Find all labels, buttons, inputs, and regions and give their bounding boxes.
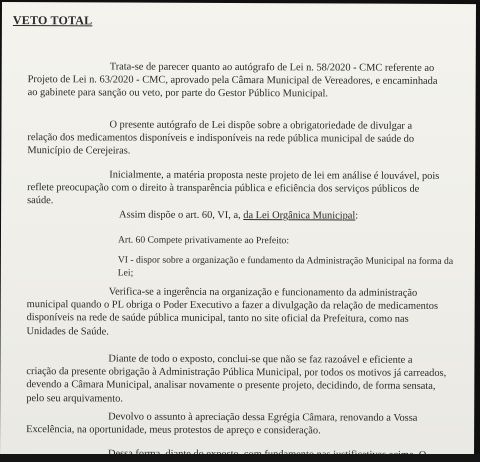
quote-article-60 — [118, 234, 468, 249]
paragraph-return — [26, 410, 466, 438]
text-line: criação da presente obrigação à Administração Pública Municipal, por todos os motivos já carreados, — [26, 366, 447, 380]
text-line: Verifica-se a ingerência na organização e funcionamento da administração — [108, 286, 418, 299]
document-title: VETO TOTAL — [12, 13, 93, 28]
text-line: reflete preocupação com o direito à transparência pública e eficiência dos serviços públicos de — [27, 182, 420, 196]
text-line: VI - dispor sobre a organização e fundamento da Administração Municipal na forma da — [117, 254, 454, 267]
text-line: disponíveis na rede de saúde pública municipal, tanto no site oficial da Prefeitura, como nas — [26, 312, 409, 326]
document-page — [0, 2, 476, 462]
paragraph-legal-basis — [119, 210, 358, 222]
article-caption: Art. 60 Compete privativamente ao Prefeito: — [117, 234, 290, 247]
text-line: Diante de todo o exposto, conclui-se que não se faz razoável e eficiente a — [108, 353, 413, 366]
text-line: Projeto de Lei n. 63/2020 - CMC, aprovado pela Câmara Municipal de Vereadores, e encaminhada — [27, 74, 438, 88]
text-line: ao gabinete para sanção ou veto, por parte do Gestor Público Municipal. — [27, 87, 328, 100]
text-line: Unidades de Saúde. — [26, 325, 109, 338]
legal-basis-law: da Lei Orgânica Municipal — [243, 210, 356, 222]
text-line: relação dos medicamentos disponíveis e indisponíveis na rede pública municipal de saúde do — [27, 132, 415, 146]
text-line: Lei; — [117, 267, 134, 279]
quote-inciso — [118, 254, 468, 282]
text-line: devendo a Câmara Municipal, analisar novamente o presente projeto, decidindo, de forma sensata, — [26, 379, 436, 393]
text-line: O presente autógrafo de Lei dispõe sobre a obrigatoriedade de divulgar a — [109, 119, 413, 132]
text-line: pelo seu arquivamento. — [26, 392, 123, 405]
text-line: Devolvo o assunto à apreciação dessa Egrégia Câmara, renovando a Vossa — [108, 411, 418, 424]
legal-basis-prefix: Assim dispõe o art. 60, VI, a, — [119, 209, 244, 222]
text-line: Excelência, na oportunidade, meus protestos de apreço e consideração. — [26, 424, 321, 437]
text-line: Município de Cerejeiras. — [27, 145, 131, 157]
photo-bottom-edge — [0, 454, 480, 462]
text-line: saúde. — [27, 195, 54, 207]
paragraph-intro — [28, 60, 468, 102]
text-line: Inicialmente, a matéria proposta neste projeto de lei em análise é louvável, pois — [109, 169, 440, 182]
paragraph-subject — [27, 118, 467, 160]
paragraph-merit — [27, 168, 467, 210]
paragraph-interference — [27, 285, 467, 340]
paragraph-conclusion — [26, 352, 466, 407]
text-line: Trata-se de parecer quanto ao autógrafo de Lei n. 58/2020 - CMC referente ao — [109, 61, 435, 74]
legal-basis-suffix: : — [355, 210, 359, 222]
text-line: municipal quando o PL obriga o Poder Executivo a fazer a divulgação da relação de medicamentos — [26, 299, 439, 313]
